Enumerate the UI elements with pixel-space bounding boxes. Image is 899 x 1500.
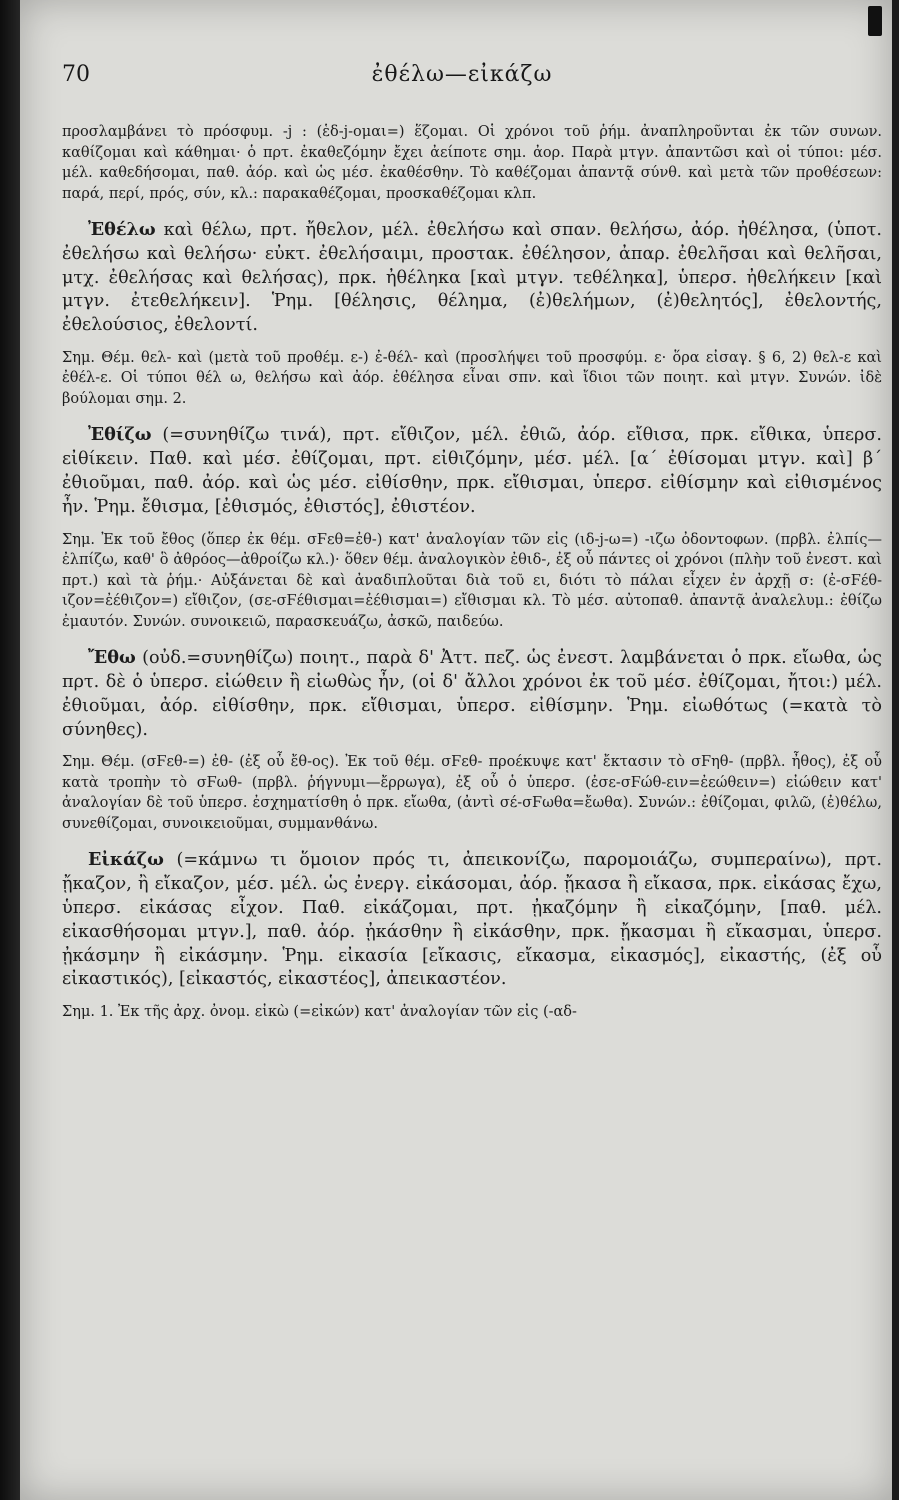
entry-lemma: Ἔθω (88, 647, 136, 669)
dictionary-entry (62, 848, 882, 992)
dictionary-entry (62, 218, 882, 338)
note-paragraph: Σημ. Θέμ. (σϜεθ-=) ἐθ- (ἐξ οὗ ἔθ-ος). Ἐκ τοῦ θέμ. σϜεθ- προέκυψε κατ' ἔκτασιν τὸ σϜηθ- (πρβλ. ἦθος), ἐξ οὗ κατὰ τροπὴν τὸ σϜωθ- (πρβλ. ῥήγνυμι—ἔρρωγα), ἐξ οὗ ὁ ὑπερσ. (ἐσε-σϜώθ-ειν=ἐεώθειν=) εἰώθειν κατ' ἀναλογίαν δὲ τοῦ ὑπερσ. ἐσχηματίσθη ὁ πρκ. εἴωθα, (ἀντὶ σέ-σϜωθα=ἔωθα). Συνών.: ἐθίζομαι, φιλῶ, (ἐ)θέλω, συνεθίζομαι, συνοικειοῦμαι, συμμανθάνω. (62, 754, 882, 832)
entry-body: (=κάμνω τι ὅμοιον πρός τι, ἀπεικονίζω, παρομοιάζω, συμπεραίνω), πρτ. ᾔκαζον, ἢ εἴκαζον, μέσ. μέλ. ὡς ἐνεργ. εἰκάσομαι, ἀόρ. ᾔκασα ἢ εἴκασα, πρκ. εἰκάσας ἔχω, ὑπερσ. εἰκάσας εἶχον. Παθ. εἰκάζομαι, πρτ. ᾐκαζόμην ἢ εἰκαζόμην, [παθ. μέλ. εἰκασθήσομαι μτγν.], παθ. ἀόρ. ᾐκάσθην ἢ εἰκάσθην, πρκ. ᾔκασμαι ἢ εἴκασμαι, ὑπερσ. ᾐκάσμην ἢ εἰκάσμην. Ῥημ. εἰκασία [εἴκασις, εἴκασμα, εἰκασμός], εἰκαστής, (ἐξ οὗ εἰκαστικός), [εἰκαστός, εἰκαστέος], ἀπεικαστέον. (62, 850, 882, 990)
book-page (20, 0, 892, 1500)
page-number: 70 (62, 62, 90, 87)
page-body (62, 122, 882, 1037)
note-paragraph: Σημ. 1. Ἐκ τῆς ἀρχ. ὀνομ. εἰκὼ (=εἰκών) κατ' ἀναλογίαν τῶν εἰς (-αδ- (62, 1004, 577, 1021)
dictionary-entry (62, 646, 882, 742)
note-paragraph: Σημ. Ἐκ τοῦ ἔθος (ὅπερ ἐκ θέμ. σϜεθ=ἐθ-) κατ' ἀναλογίαν τῶν εἰς (ιδ-j-ω=) -ιζω ὀδοντοφων. (πρβλ. ἐλπίς—ἐλπίζω, καθ' ὃ ἀθρόος—ἀθροίζω κλ.)· ὅθεν θέμ. ἀναλογικὸν ἐθιδ-, ἐξ οὗ πάντες οἱ χρόνοι (πλὴν τοῦ ἐνεστ. καὶ πρτ.) καὶ τὰ ῥήμ.· Αὐξάνεται δὲ καὶ ἀναδιπλοῦται διὰ τοῦ ει, διότι τὸ πάλαι εἶχεν ἐν ἀρχῇ σ: (ἐ-σϜέθ-ιζον=ἐέθιζον=) εἴθιζον, (σε-σϜέθισμαι=ἐέθισμαι=) εἴθισμαι κλ. Τὸ μέσ. αὐτοπαθ. ἀπαντᾷ ἀναλελυμ.: ἐθίζω ἐμαυτόν. Συνών. συνοικειῶ, παρασκευάζω, ἀσκῶ, παιδεύω. (62, 531, 882, 630)
entry-lemma: Ἐθέλω (88, 219, 156, 240)
dictionary-entry (62, 423, 882, 519)
entry-lemma: Εἰκάζω (88, 849, 164, 871)
page-header (62, 62, 862, 94)
note-paragraph: προσλαμβάνει τὸ πρόσφυμ. -j : (ἑδ-j-ομαι=) ἕζομαι. Οἱ χρόνοι τοῦ ῥήμ. ἀναπληροῦνται ἐκ τῶν συνων. καθίζομαι καὶ κάθημαι· ὁ πρτ. ἐκαθεζόμην ἔχει ἀείποτε σημ. ἀορ. Παρὰ μτγν. ἀπαντῶσι καὶ οἱ τύποι: μέσ. μέλ. καθεδήσομαι, παθ. ἀόρ. καὶ ὡς μέσ. ἐκαθέσθην. Τὸ καθέζομαι ἀπαντᾷ σύνθ. καὶ μετὰ τῶν προθέσεων: παρά, περί, πρός, σύν, κλ.: παρακαθέζομαι, προσκαθέζομαι κλπ. (62, 124, 882, 202)
book-gutter-edge (0, 0, 20, 1500)
entry-body: (=συνηθίζω τινά), πρτ. εἴθιζον, μέλ. ἐθιῶ, ἀόρ. εἴθισα, πρκ. εἴθικα, ὑπερσ. εἰθίκειν. Παθ. καὶ μέσ. ἐθίζομαι, πρτ. εἰθιζόμην, μέσ. μέλ. [α´ ἐθίσομαι μτγν. καὶ] β´ ἐθιοῦμαι, παθ. ἀόρ. καὶ ὡς μέσ. εἰθίσθην, πρκ. εἴθισμαι, ὑπερσ. εἰθίσμην καὶ εἰθισμένος ἦν. Ῥημ. ἔθισμα, [ἐθισμός, ἐθιστός], ἐθιστέον. (62, 425, 882, 517)
entry-body: καὶ θέλω, πρτ. ἤθελον, μέλ. ἐθελήσω καὶ σπαν. θελήσω, ἀόρ. ἠθέλησα, (ὑποτ. ἐθελήσω καὶ θελήσω· εὐκτ. ἐθελήσαιμι, προστακ. ἐθέλησον, ἀπαρ. ἐθελῆσαι καὶ θελῆσαι, μτχ. ἐθελήσας καὶ θελήσας), πρκ. ἠθέληκα [καὶ μτγν. τεθέληκα], ὑπερσ. ἠθελήκειν [καὶ μτγν. ἐτεθελήκειν]. Ῥημ. [θέλησις, θέλημα, (ἐ)θελήμων, (ἐ)θελητός], ἐθελοντής, ἐθελούσιος, ἐθελοντί. (62, 220, 882, 336)
entry-lemma: Ἐθίζω (88, 424, 152, 446)
page-corner-mark (868, 6, 882, 36)
entry-body: (οὐδ.=συνηθίζω) ποιητ., παρὰ δ' Ἀττ. πεζ. ὡς ἐνεστ. λαμβάνεται ὁ πρκ. εἴωθα, ὡς πρτ. δὲ ὁ ὑπερσ. εἰώθειν ἢ εἰωθὼς ἦν, (οἱ δ' ἄλλοι χρόνοι ἐκ τοῦ μέσ. ἐθίζομαι, ἤτοι:) μέλ. ἐθιοῦμαι, ἀόρ. εἰθίσθην, πρκ. εἴθισμαι, ὑπερσ. εἰθίσμην. Ῥημ. εἰωθότως (=κατὰ τὸ σύνηθες). (62, 648, 882, 740)
running-head: ἐθέλω—εἰκάζω (371, 62, 553, 87)
note-paragraph: Σημ. Θέμ. θελ- καὶ (μετὰ τοῦ προθέμ. ε-) ἐ-θέλ- καὶ (προσλήψει τοῦ προσφύμ. ε· ὅρα εἰσαγ. § 6, 2) θελ-ε καὶ ἐθέλ-ε. Οἱ τύποι θέλ ω, θελήσω καὶ ἀόρ. ἐθέλησα εἶναι σπν. καὶ ἴδιοι τῶν ποιητ. καὶ μτγν. Συνών. ἰδὲ βούλομαι σημ. 2. (62, 349, 882, 407)
